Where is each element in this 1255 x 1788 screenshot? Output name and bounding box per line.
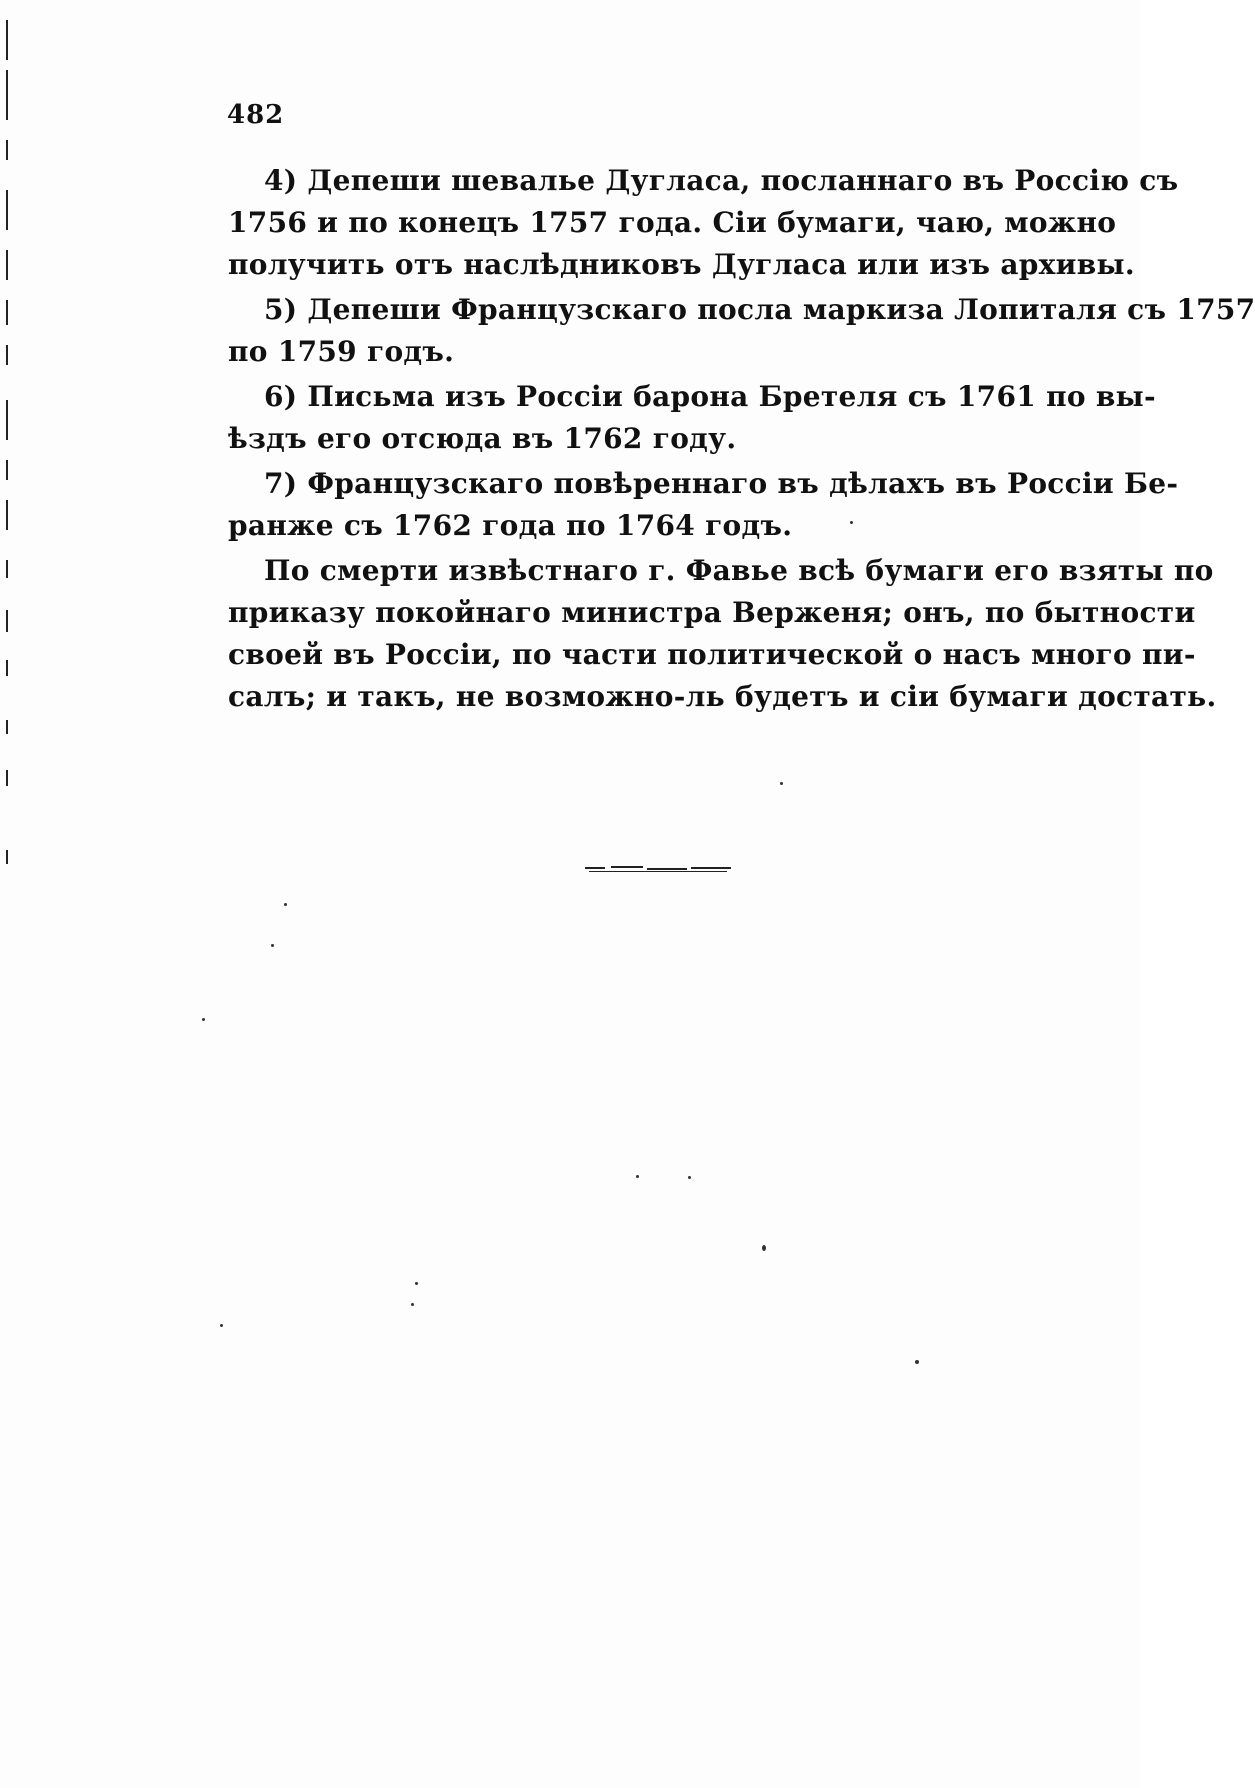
scan-speck xyxy=(780,782,783,785)
page-number: 482 xyxy=(227,100,285,130)
paragraph-item-6 xyxy=(228,376,1156,460)
text-line: ранже съ 1762 года по 1764 годъ. xyxy=(228,509,793,542)
text-line: По смерти извѣстнаго г. Фавье всѣ бумаги его взяты по xyxy=(264,554,1214,587)
text-line: по 1759 годъ. xyxy=(228,335,455,368)
text-line: приказу покойнаго министра Верженя; онъ, по бытности xyxy=(228,596,1196,629)
scan-speck xyxy=(762,1245,766,1251)
scan-speck xyxy=(915,1360,919,1364)
scan-speck xyxy=(284,903,287,906)
body-text xyxy=(228,160,1255,721)
scan-speck xyxy=(850,521,853,524)
scan-speck xyxy=(271,944,274,947)
scan-speck xyxy=(415,1282,418,1285)
paragraph-item-5 xyxy=(228,289,1255,373)
text-line: салъ; и такъ, не возможно-ль будетъ и сіи бумаги достать. xyxy=(228,680,1217,713)
scan-speck xyxy=(636,1175,639,1178)
text-line: получить отъ наслѣдниковъ Дугласа или изъ архивы. xyxy=(228,248,1135,281)
scan-speck xyxy=(411,1303,414,1306)
paragraph-item-7 xyxy=(228,463,1179,547)
text-line: 6) Письма изъ Россіи барона Бретеля съ 1761 по вы- xyxy=(264,380,1156,413)
text-line: своей въ Россіи, по части политической о насъ много пи- xyxy=(228,638,1196,671)
text-line: 5) Депеши Французскаго посла маркиза Лопиталя съ 1757 xyxy=(264,293,1255,326)
text-line: 1756 и по конецъ 1757 года. Сіи бумаги, чаю, можно xyxy=(228,206,1117,239)
scan-speck xyxy=(202,1018,205,1021)
text-line: ѣздъ его отсюда въ 1762 году. xyxy=(228,422,737,455)
scan-speck xyxy=(220,1324,223,1327)
section-separator xyxy=(585,866,731,872)
text-line: 4) Депеши шевалье Дугласа, посланнаго въ Россію съ xyxy=(264,164,1179,197)
binding-edge xyxy=(0,0,14,900)
scan-speck xyxy=(688,1176,691,1179)
text-line: 7) Французскаго повѣреннаго въ дѣлахъ въ Россіи Бе- xyxy=(264,467,1179,500)
paragraph-item-4 xyxy=(228,160,1179,286)
paragraph-favier xyxy=(228,550,1217,718)
